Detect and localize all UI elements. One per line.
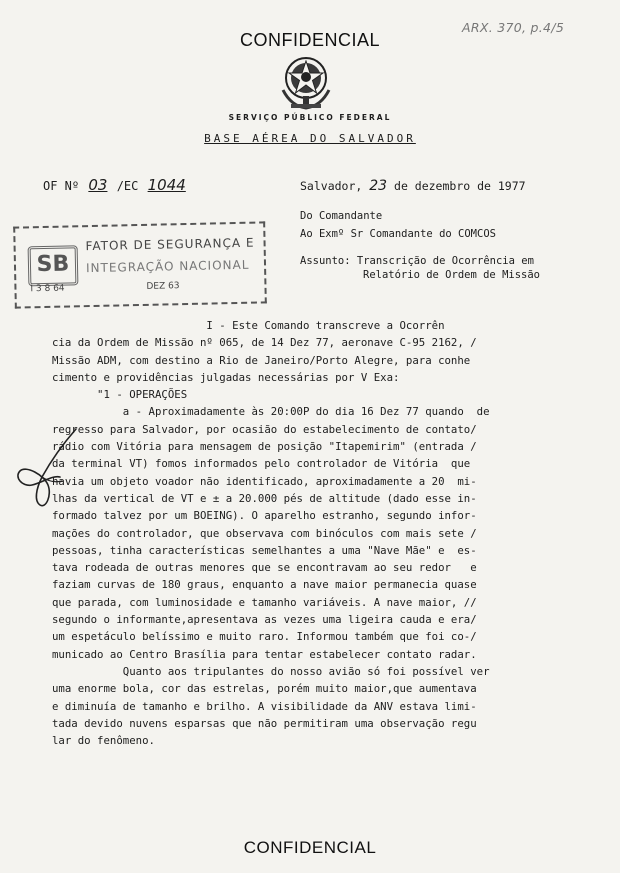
stamp-date-1: I 3 8 64 [30, 283, 65, 295]
date-prefix: Salvador, [300, 179, 363, 193]
body-line: Missão ADM, com destino a Rio de Janeiro/Porto Alegre, para conhe [52, 353, 471, 367]
body-line: cia da Ordem de Missão nº 065, de 14 Dez 77, aeronave C-95 2162, / [52, 336, 477, 350]
body-line: mações do controlador, que observava com binóculos com mais sete / [52, 526, 477, 540]
stamp-date-2: DEZ 63 [146, 281, 180, 292]
reference-code: 1044 [147, 176, 186, 194]
body-text [52, 317, 580, 749]
body-line: pessoas, tinha características semelhantes a uma "Nave Mãe" e es- [52, 543, 477, 557]
body-line: cimento e providências julgadas necessárias por V Exa: [52, 370, 400, 384]
stamp-line-1: FATOR DE SEGURANÇA E [85, 235, 255, 254]
body-line: regresso para Salvador, por ocasião do estabelecimento de contato/ [52, 422, 477, 436]
body-line: da terminal VT) fomos informados pelo controlador de Vitória que [52, 457, 471, 471]
body-line: tada devido nuvens esparsas que não permitiram uma observação regu [52, 716, 477, 730]
body-line: formado talvez por um BOEING). O aparelho estranho, segundo infor- [52, 509, 477, 523]
body-line: faziam curvas de 180 graus, enquanto a nave maior permanecia quase [52, 578, 477, 592]
date-line [300, 178, 526, 194]
security-stamp [13, 221, 267, 308]
to-line: Ao Exmº Sr Comandante do COMCOS [300, 228, 496, 240]
body-line: tava rodeada de outras menores que se encontravam ao seu redor e [52, 561, 477, 575]
body-line: I - Este Comando transcreve a Ocorrên [52, 319, 445, 332]
subject-line-2: Relatório de Ordem de Missão [363, 269, 541, 281]
national-emblem-icon [277, 52, 335, 112]
subject-line-1: Assunto: Transcrição de Ocorrência em [300, 255, 534, 267]
body-line: e diminuía de tamanho e brilho. A visibilidade da ANV estava limi- [52, 699, 477, 713]
body-line: municado ao Centro Brasília para tentar estabelecer contato radar. [52, 647, 477, 661]
archive-mark: ARX. 370, p.4/5 [462, 20, 565, 35]
body-line: a - Aproximadamente às 20:00P do dia 16 Dez 77 quando de [52, 405, 490, 419]
body-line: havia um objeto voador não identificado, aproximadamente a 20 mi- [52, 474, 477, 488]
body-line: "1 - OPERAÇÕES [52, 388, 188, 402]
body-line: Quanto aos tripulantes do nosso avião só foi possível ver [52, 664, 490, 678]
body-line: uma enorme bola, cor das estrelas, porém muito maior,que aumentava [52, 682, 477, 696]
reference-separator: /EC [116, 179, 139, 193]
body-line: rádio com Vitória para mensagem de posição "Itapemirim" (entrada / [52, 440, 477, 454]
body-line: que parada, com luminosidade e tamanho variáveis. A nave maior, // [52, 595, 477, 609]
body-line: lhas da vertical de VT e ± a 20.000 pés de altitude (dado esse in- [52, 491, 477, 505]
stamp-line-2: INTEGRAÇÃO NACIONAL [85, 257, 250, 276]
body-line: lar do fenômeno. [52, 734, 155, 748]
stamp-logo: SB [28, 245, 79, 286]
classification-bottom: CONFIDENCIAL [243, 838, 377, 857]
date-day: 23 [369, 178, 388, 194]
date-rest: de dezembro de 1977 [394, 179, 526, 193]
classification-top: CONFIDENCIAL [239, 30, 380, 50]
from-line: Do Comandante [300, 210, 383, 222]
reference-number [43, 176, 188, 194]
reference-number-value: 03 [88, 176, 108, 194]
reference-prefix: OF Nº [43, 179, 80, 193]
body-line: um espetáculo belíssimo e muito raro. Informou também que foi co-/ [52, 630, 477, 644]
body-line: segundo o informante,apresentava as vezes uma ligeira cauda e era/ [52, 613, 477, 627]
base-title: BASE AÉREA DO SALVADOR [204, 132, 416, 145]
service-title: SERVIÇO PÚBLICO FEDERAL [228, 113, 392, 122]
